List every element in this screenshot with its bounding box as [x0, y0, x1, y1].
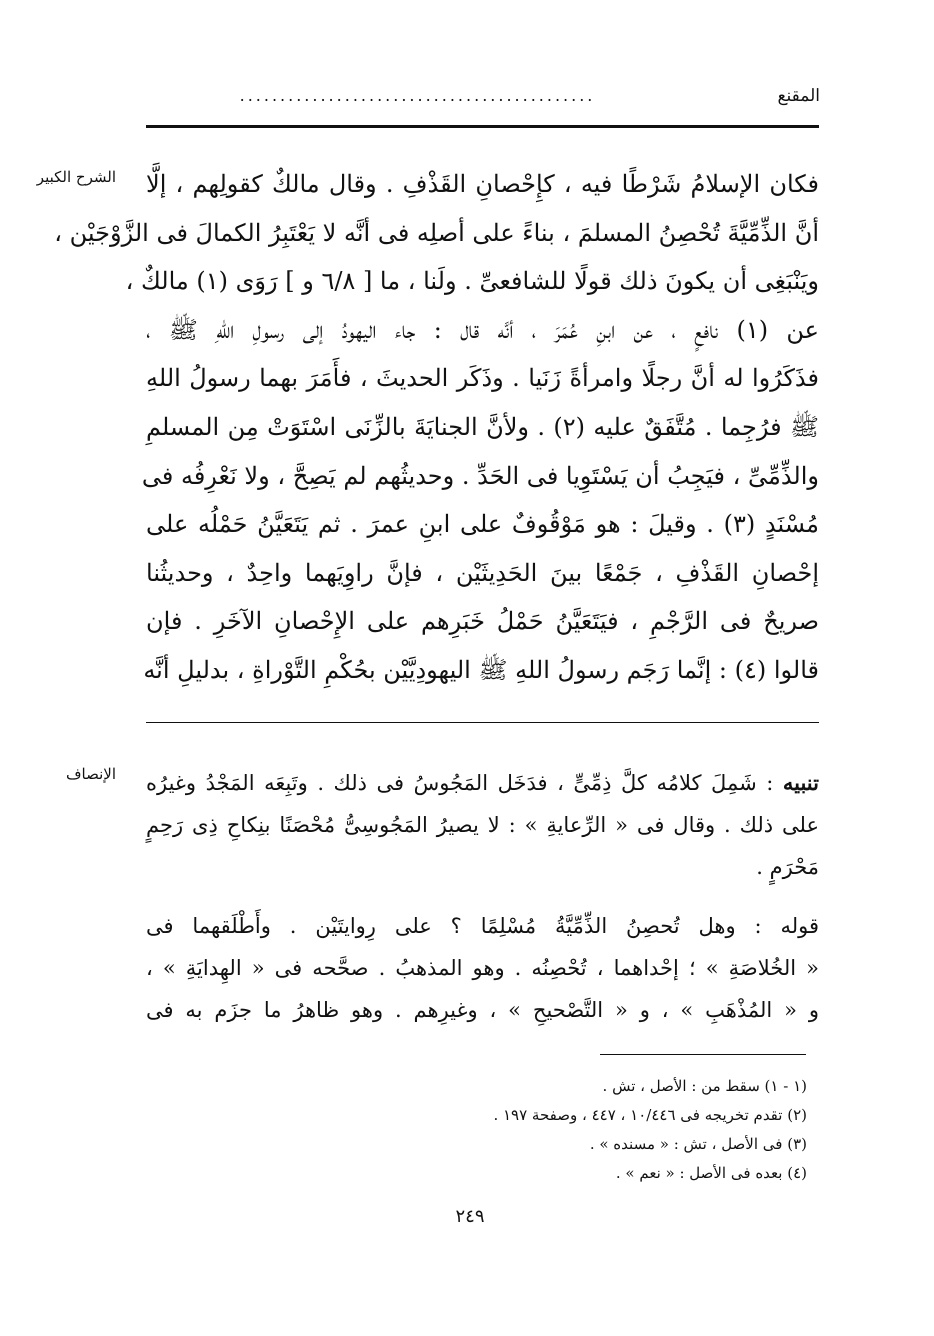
text-line: والذِّمِّىِّ ، فيَجِبُ أن يَسْتَوِيا فى الحَدِّ . وحديثُهم لم يَصِحَّ ، ولا نَعْرِفُه فى	[141, 461, 819, 490]
text-line: مَحْرَمٍ .	[756, 855, 819, 879]
footnotes	[300, 1072, 807, 1188]
footnote: (٤) بعده فى الأصل : « نعم » .	[615, 1164, 807, 1182]
text-line: « الخُلاصَةِ » ؛ إحْداهما ، تُحْصِنُه . وهو المذهبُ . صحَّحه فى « الهِدايَةِ » ،	[146, 956, 819, 980]
section-divider	[146, 722, 819, 723]
text-line: ويَنْبَغِى أن يكونَ ذلك قولًا للشافعىِّ . ولَنا ، ما [ ٦/٨ و ] رَوَى (١) مالكٌ ،	[125, 267, 819, 296]
text-line: على ذلك . وقال فى « الرِّعايةِ » : لا يصيرُ المَجُوسِىُّ مُحْصَنًا بنِكاحِ ذِى رَحِمٍ	[146, 813, 819, 837]
page-number: ٢٤٩	[455, 1206, 485, 1227]
text-line: قوله : وهل تُحصِنُ الذِّمِّيَّةُ مُسْلِمًا ؟ على رِوايتَيْن . وأَطْلَقهما فى	[146, 914, 819, 938]
tanbih-label: تنبيه	[782, 770, 819, 795]
text-line: و « المُذْهَبِ » ، و « التَّصْحيحِ » ، وغيرِهم . وهو ظاهرُ ما جزَم به فى	[146, 998, 819, 1022]
text-line: صريحٌ فى الرَّجْمِ ، فيَتَعَيَّنُ حَمْلُ خَبَرِهم على الإِحْصانِ الآخَرِ . فإن	[146, 607, 819, 636]
text-line: فكان الإسلامُ شَرْطًا فيه ، كإِحْصانِ القَذْفِ . وقال مالكٌ كقولِهم ، إلَّا	[146, 170, 819, 198]
text-line: ﷺ فرُجِما . مُتَّفَقٌ عليه (٢) . ولأنَّ الجنايَةَ بالزِّنَى اسْتَوَتْ مِن المسلمِ	[146, 412, 819, 441]
text-line: قالوا (٤) : إنَّما رَجَم رسولُ اللهِ ﷺ اليهودِيَّيْن بحُكْمِ التَّوْراةِ ، بدليلِ أنَّه	[143, 655, 819, 684]
footnote-rule	[600, 1054, 806, 1055]
insaf-quote-block	[146, 905, 819, 1031]
side-label-sharh: الشرح الكبير	[36, 168, 116, 186]
text-line: أنَّ الذِّمِّيَّةَ تُحْصِنُ المسلمَ ، بناءً على أصلِه فى أنَّه لا يَعْتَبِرُ الكمالَ فى الزَّوْجَيْن ،	[54, 218, 819, 247]
header-rule	[146, 125, 819, 128]
header-leader-dots: ............................................	[239, 86, 596, 105]
text-segment: : شَمِلَ كلامُه كلَّ ذِمِّىٍّ ، فدَخَل المَجُوسُ فى ذلك . وتَبِعَه المَجْدُ وغيرُه	[146, 771, 774, 795]
text-line	[146, 762, 819, 804]
text-line: فذَكَرُوا له أنَّ رجلًا وامرأةً زَنَيا . وذَكَر الحديثَ ، فأَمَرَ بهما رسولُ اللهِ	[146, 364, 819, 393]
running-header	[70, 82, 820, 112]
footnote: (٢) تقدم تخريجه فى ١٠/٤٤٦ ، ٤٤٧ ، وصفحة ١٩٧ .	[493, 1106, 807, 1124]
footnote: (١ - ١) سقط من : الأصل ، تش .	[602, 1077, 807, 1095]
text-line: إحْصانِ القَذْفِ ، جَمْعًا بينَ الحَدِيثَيْن ، فإنَّ راوِيَهما واحِدٌ ، وحديثُنا	[146, 558, 819, 587]
book-title: المقنع	[777, 86, 820, 106]
text-line: عن (١) نافعٍ ، عن ابنِ عُمَرَ ، أنَّه قال : جاء اليهودُ إلى رسولِ اللهِ ﷺ ،	[146, 315, 819, 344]
footnote: (٣) فى الأصل ، تش : « مسنده » .	[589, 1135, 807, 1153]
side-label-insaf: الإنصاف	[65, 765, 116, 783]
text-line: مُسْنَدٍ (٣) . وقيلَ : هو مَوْقُوفٌ على ابنِ عمرَ . ثم يَتَعَيَّنُ حَمْلُه على	[146, 510, 819, 539]
insaf-note-block	[146, 762, 819, 888]
